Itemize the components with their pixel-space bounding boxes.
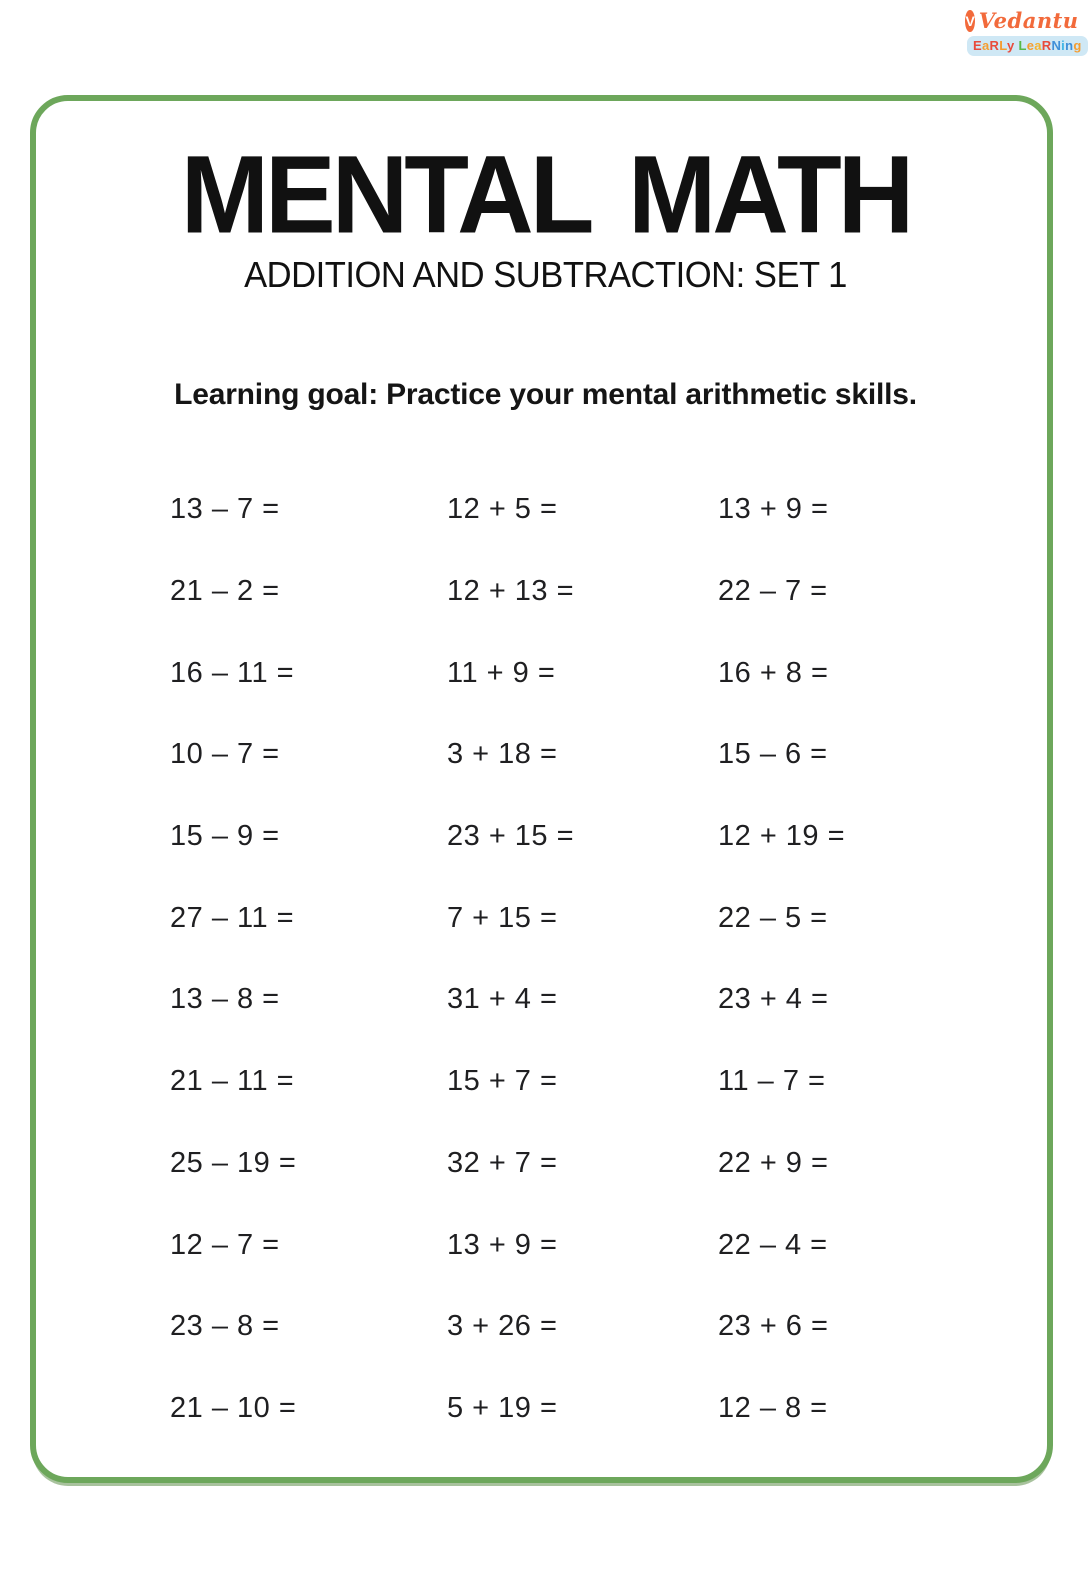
math-problem: 23 + 6 = <box>718 1310 829 1343</box>
math-problem: 15 + 7 = <box>447 1065 558 1098</box>
vedantu-v-icon: V <box>965 10 974 32</box>
math-problem: 12 + 5 = <box>447 493 558 526</box>
math-problem: 12 – 7 = <box>170 1228 280 1261</box>
vedantu-brand-name: Vedantu <box>978 8 1079 33</box>
problems-grid <box>170 469 1031 1449</box>
math-problem: 13 + 9 = <box>718 493 829 526</box>
math-problem: 21 – 10 = <box>170 1391 297 1424</box>
vedantu-logo-row <box>967 8 1077 33</box>
page-title: MENTAL MATH <box>180 133 911 257</box>
math-problem: 3 + 26 = <box>447 1310 558 1343</box>
math-problem: 15 – 6 = <box>718 738 828 771</box>
math-problem: 16 + 8 = <box>718 656 829 689</box>
math-problem: 11 – 7 = <box>718 1065 826 1098</box>
math-problem: 12 + 13 = <box>447 575 575 608</box>
math-problem: 13 – 8 = <box>170 983 280 1016</box>
math-problem: 13 – 7 = <box>170 493 280 526</box>
math-problem: 12 + 19 = <box>718 820 846 853</box>
math-problem: 21 – 2 = <box>170 575 280 608</box>
page-subtitle: ADDITION AND SUBTRACTION: SET 1 <box>244 254 847 295</box>
math-problem: 22 + 9 = <box>718 1146 829 1179</box>
math-problem: 31 + 4 = <box>447 983 558 1016</box>
vedantu-logo <box>965 8 1082 56</box>
math-problem: 13 + 9 = <box>447 1228 558 1261</box>
math-problem: 27 – 11 = <box>170 901 295 934</box>
math-problem: 25 – 19 = <box>170 1146 297 1179</box>
early-learning-badge: EaRLy LeaRNing <box>967 36 1088 56</box>
math-problem: 10 – 7 = <box>170 738 280 771</box>
math-problem: 32 + 7 = <box>447 1146 558 1179</box>
math-problem: 12 – 8 = <box>718 1391 828 1424</box>
learning-goal: Learning goal: Practice your mental arithmetic skills. <box>174 378 917 411</box>
math-problem: 16 – 11 = <box>170 656 295 689</box>
math-problem: 15 – 9 = <box>170 820 280 853</box>
math-problem: 5 + 19 = <box>447 1391 558 1424</box>
math-problem: 3 + 18 = <box>447 738 558 771</box>
math-problem: 11 + 9 = <box>447 656 556 689</box>
math-problem: 22 – 5 = <box>718 901 828 934</box>
math-problem: 22 – 7 = <box>718 575 828 608</box>
math-problem: 23 – 8 = <box>170 1310 280 1343</box>
math-problem: 23 + 4 = <box>718 983 829 1016</box>
math-problem: 22 – 4 = <box>718 1228 828 1261</box>
math-problem: 23 + 15 = <box>447 820 575 853</box>
math-problem: 7 + 15 = <box>447 901 558 934</box>
math-problem: 21 – 11 = <box>170 1065 295 1098</box>
